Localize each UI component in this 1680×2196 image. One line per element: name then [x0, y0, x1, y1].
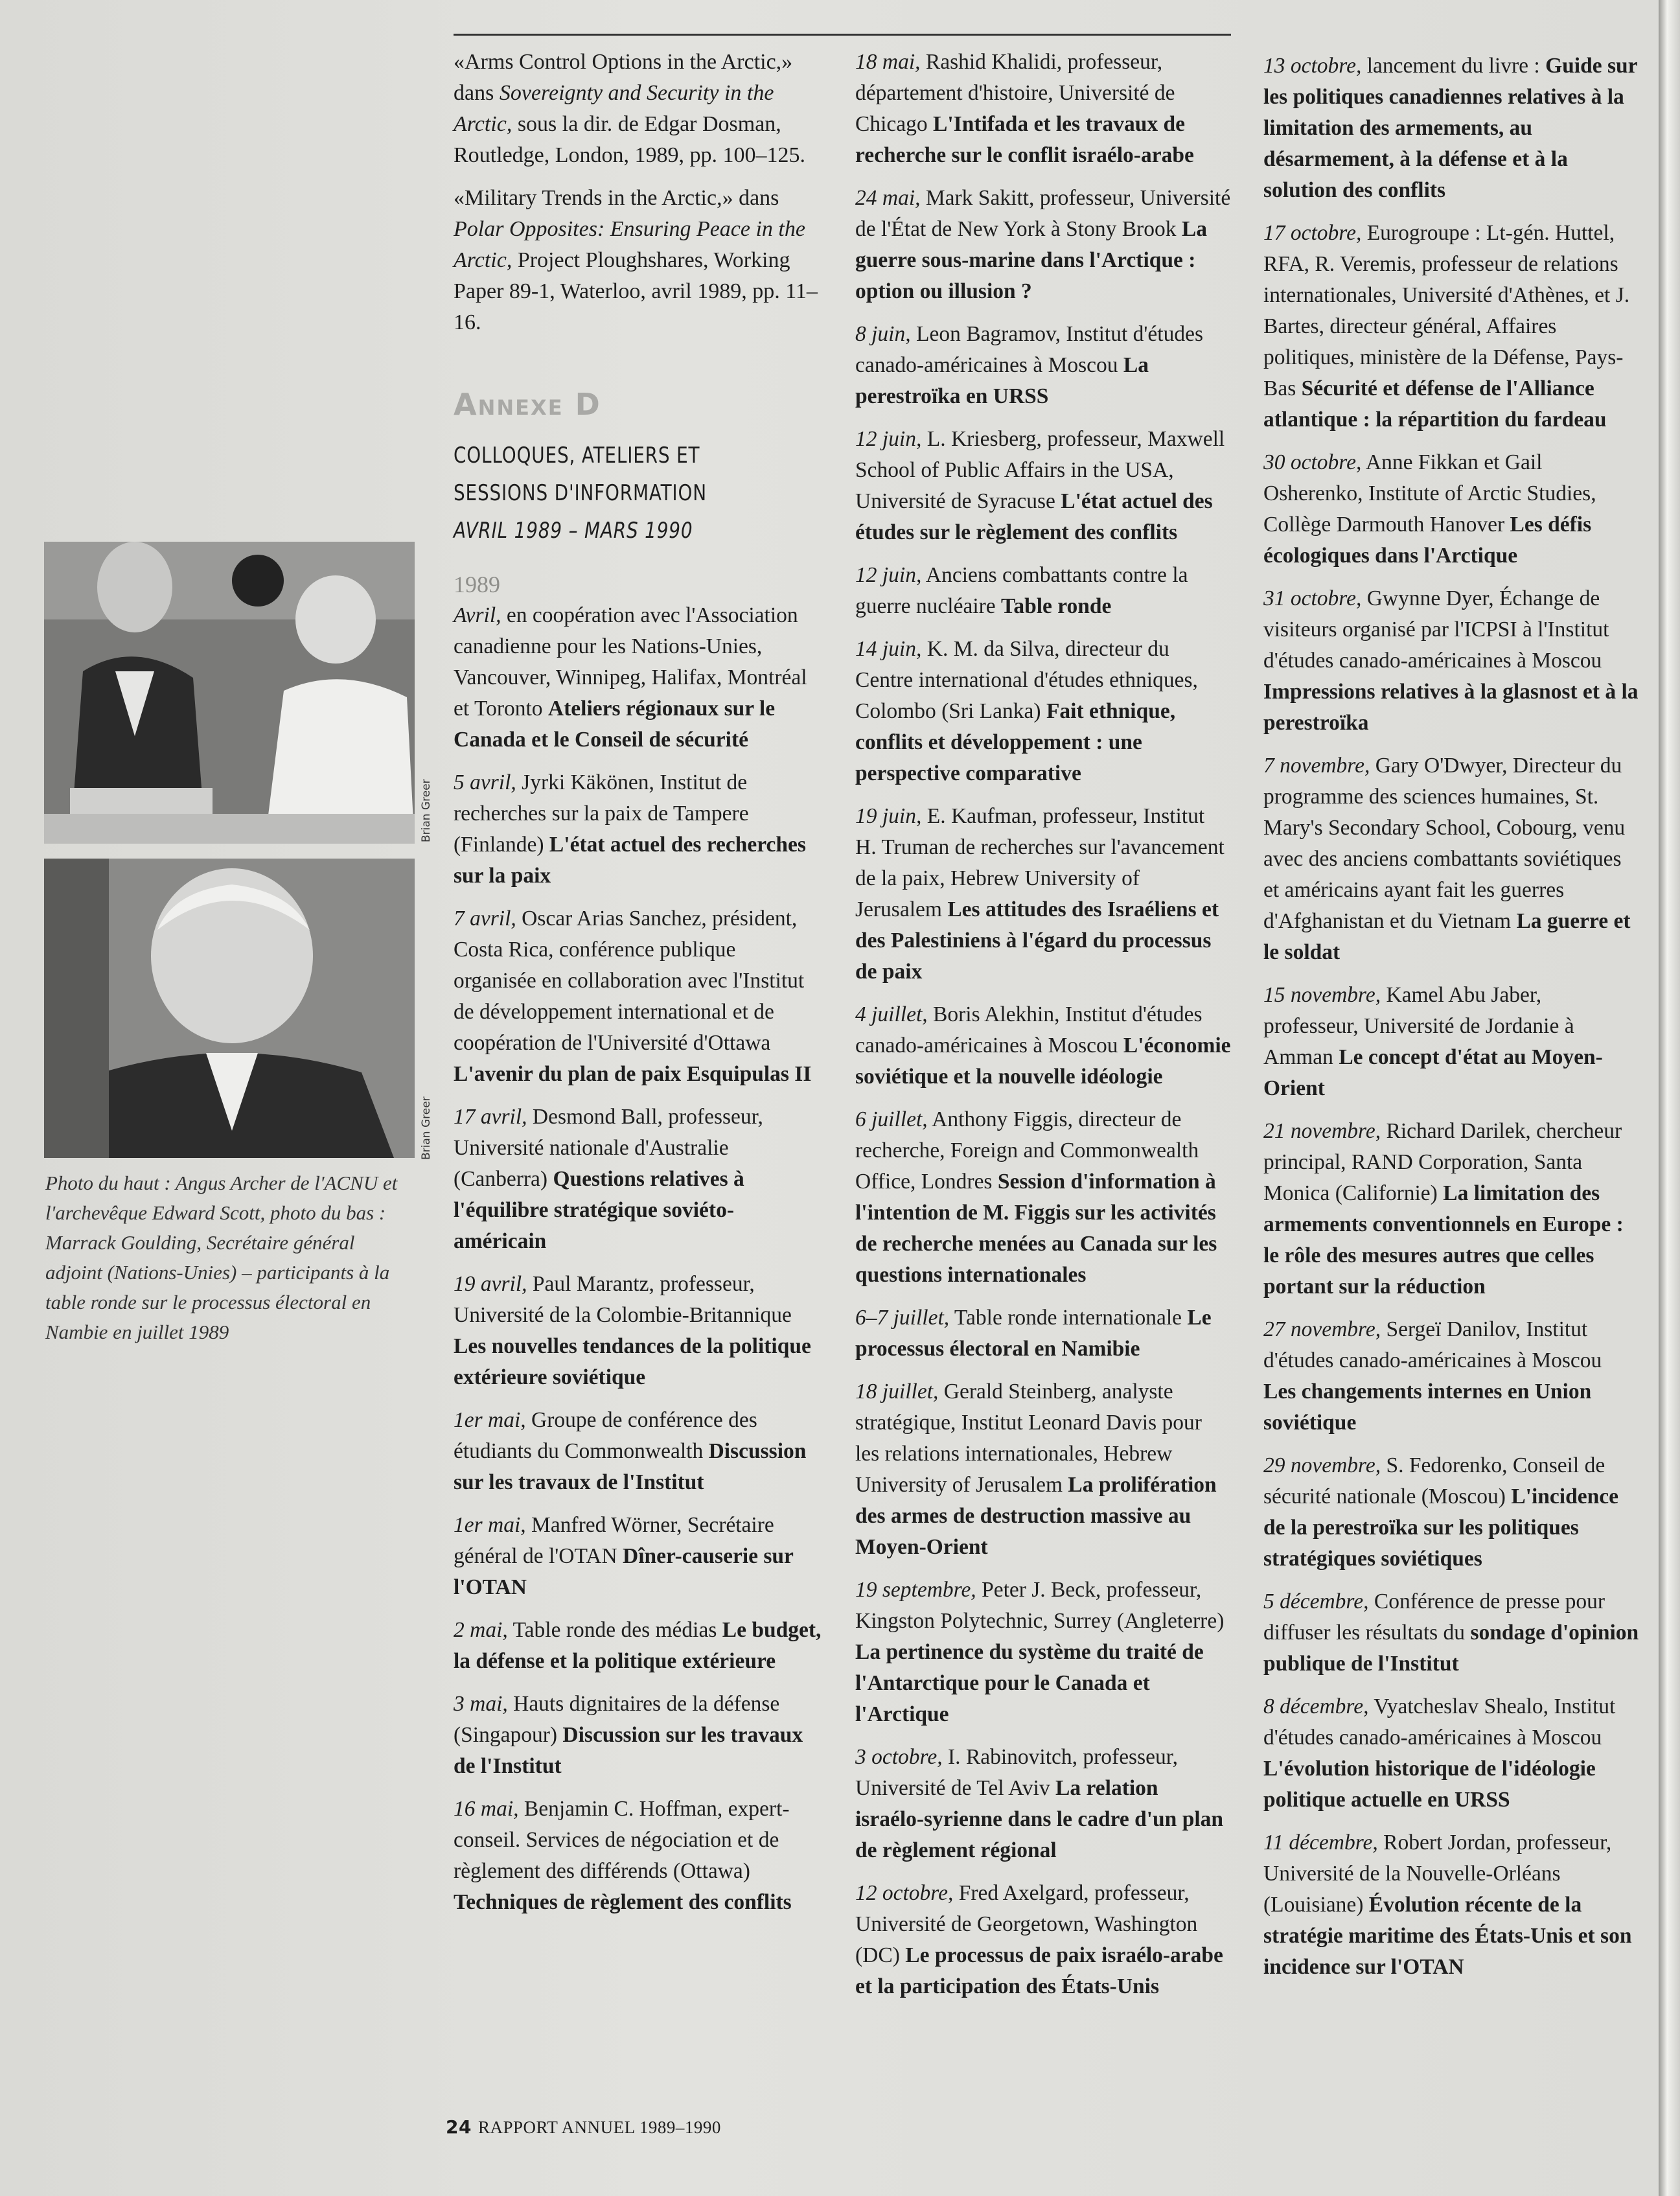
- event-date: 27 novembre,: [1263, 1317, 1381, 1341]
- event-title: La limitation des armements conventionnels en Europe : le rôle des mesures autres que celles portant sur la réduction: [1263, 1181, 1624, 1299]
- bottom-photo: [44, 859, 415, 1158]
- event-description: Oscar Arias Sanchez, président, Costa Rica, conférence publique organisée en collaboration avec l'Institut de développement international et de coopération de l'Université d'Ottawa: [454, 907, 805, 1055]
- event-title: Les nouvelles tendances de la politique extérieure soviétique: [454, 1334, 811, 1389]
- annexe-title: Annexe D: [454, 387, 601, 422]
- event-date: 13 octobre,: [1263, 54, 1362, 78]
- event-description: Kamel Abu Jaber, professeur, Université de Jordanie à Amman: [1263, 983, 1574, 1069]
- event-date: 6 juillet,: [855, 1107, 928, 1131]
- event-date: 18 mai,: [855, 50, 921, 74]
- event-title: sondage d'opinion publique de l'Institut: [1263, 1621, 1639, 1676]
- top-photo-image: [44, 542, 415, 844]
- event-description: Gerald Steinberg, analyste stratégique, Institut Leonard Davis pour les relations internationales, Hebrew University of Jerusalem: [855, 1380, 1202, 1497]
- event-title: La prolifération des armes de destruction massive au Moyen-Orient: [855, 1473, 1217, 1559]
- event-date: Avril,: [454, 603, 501, 627]
- event-entry: [1263, 1450, 1639, 1575]
- biblio-entry: «Arms Control Options in the Arctic,» dans Sovereignty and Security in the Arctic, sous la dir. de Edgar Dosman, Routledge, London, 1989, pp. 100–125.: [454, 50, 806, 167]
- event-description: Fred Axelgard, professeur, Université de Georgetown, Washington (DC): [855, 1881, 1198, 1967]
- event-date: 3 mai,: [454, 1692, 508, 1716]
- event-description: Groupe de conférence des étudiants du Commonwealth: [454, 1408, 757, 1463]
- event-entry: [454, 1510, 823, 1603]
- event-entry: [454, 1405, 823, 1498]
- event-date: 16 mai,: [454, 1797, 519, 1821]
- event-date: 15 novembre,: [1263, 983, 1381, 1007]
- event-title: L'incidence de la perestroïka sur les politiques stratégiques soviétiques: [1263, 1485, 1618, 1571]
- event-description: Anthony Figgis, directeur de recherche, Foreign and Commonwealth Office, Londres: [855, 1107, 1199, 1194]
- event-entry: [454, 903, 823, 1090]
- event-entry: [1263, 51, 1639, 206]
- event-entry: [454, 1269, 823, 1393]
- event-date: 6–7 juillet,: [855, 1306, 950, 1330]
- event-description: S. Fedorenko, Conseil de sécurité nationale (Moscou): [1263, 1453, 1605, 1508]
- event-entry: [855, 1575, 1231, 1730]
- event-date: 12 octobre,: [855, 1881, 954, 1905]
- event-title: Session d'information à l'intention de M. Figgis sur les activités de recherche menées au Canada sur les questions internationales: [855, 1170, 1217, 1287]
- event-title: La pertinence du système du traité de l'Antarctique pour le Canada et l'Arctique: [855, 1640, 1204, 1726]
- event-entry: [855, 424, 1231, 548]
- event-entry: [855, 999, 1231, 1092]
- event-title: L'état actuel des études sur le règlement des conflits: [855, 489, 1213, 544]
- event-title: Le processus de paix israélo-arabe et la participation des États-Unis: [855, 1943, 1223, 1998]
- event-date: 3 octobre,: [855, 1745, 943, 1769]
- event-description: Vyatcheslav Shealo, Institut d'études canado-américaines à Moscou: [1263, 1694, 1616, 1750]
- event-title: Évolution récente de la stratégie maritime des États-Unis et son incidence sur l'OTAN: [1263, 1893, 1632, 1979]
- biblio-entry: «Military Trends in the Arctic,» dans Polar Opposites: Ensuring Peace in the Arctic, Project Ploughshares, Working Paper 89-1, Waterloo, avril 1989, pp. 11–16.: [454, 186, 818, 334]
- event-date: 29 novembre,: [1263, 1453, 1381, 1477]
- event-date: 12 juin,: [855, 563, 922, 587]
- event-title: La guerre sous-marine dans l'Arctique : option ou illusion ?: [855, 217, 1207, 303]
- event-title: L'évolution historique de l'idéologie politique actuelle en URSS: [1263, 1757, 1596, 1812]
- event-date: 21 novembre,: [1263, 1119, 1381, 1143]
- event-date: 8 décembre,: [1263, 1694, 1369, 1718]
- event-entry: [855, 801, 1231, 988]
- event-title: La relation israélo-syrienne dans le cadre d'un plan de règlement régional: [855, 1776, 1224, 1862]
- event-entry: [1263, 1827, 1639, 1983]
- event-title: Ateliers régionaux sur le Canada et le Conseil de sécurité: [454, 697, 776, 752]
- event-entry: [1263, 980, 1639, 1104]
- event-title: Dîner-causerie sur l'OTAN: [454, 1544, 794, 1599]
- annexe-period: AVRIL 1989 – MARS 1990: [454, 518, 693, 544]
- page-edge: [1659, 0, 1680, 2196]
- event-title: La perestroïka en URSS: [855, 353, 1149, 408]
- event-description: K. M. da Silva, directeur du Centre international d'études ethniques, Colombo (Sri Lanka): [855, 637, 1198, 723]
- event-title: Le budget, la défense et la politique extérieure: [454, 1618, 822, 1673]
- event-title: Les attitudes des Israéliens et des Palestiniens à l'égard du processus de paix: [855, 897, 1219, 984]
- event-entry: [855, 47, 1231, 171]
- event-description: Gary O'Dwyer, Directeur du programme des sciences humaines, St. Mary's Secondary School, Cobourg, venu avec des anciens combattants soviétiques et américains ayant fait les guerres d'Afghanistan et du Vietnam: [1263, 754, 1626, 933]
- page-footer: [446, 2116, 721, 2138]
- event-date: 19 juin,: [855, 804, 922, 828]
- top-photo: [44, 542, 415, 844]
- event-title: L'avenir du plan de paix Esquipulas II: [454, 1062, 812, 1086]
- event-date: 17 avril,: [454, 1105, 527, 1129]
- event-date: 12 juin,: [855, 427, 922, 451]
- event-date: 11 décembre,: [1263, 1831, 1378, 1855]
- event-description: Rashid Khalidi, professeur, département d'histoire, Université de Chicago: [855, 50, 1175, 136]
- top-rule: [454, 34, 1231, 36]
- column-4: [1263, 51, 1639, 1994]
- event-entry: [1263, 1586, 1639, 1680]
- event-description: Richard Darilek, chercheur principal, RAND Corporation, Santa Monica (Californie): [1263, 1119, 1622, 1205]
- event-title: Le concept d'état au Moyen-Orient: [1263, 1045, 1603, 1100]
- event-entry: [454, 1689, 823, 1782]
- column-2-entries: [454, 600, 823, 1918]
- event-date: 7 avril,: [454, 907, 516, 930]
- event-description: Manfred Wörner, Secrétaire général de l'OTAN: [454, 1513, 774, 1568]
- event-title: La guerre et le soldat: [1263, 909, 1631, 964]
- photo-caption: Photo du haut : Angus Archer de l'ACNU et l'archevêque Edward Scott, photo du bas : Marrack Goulding, Secrétaire général adjoint (Nations-Unies) – participants à la table ronde sur le processus électoral en Nambie en juillet 1989: [45, 1172, 398, 1343]
- event-date: 5 avril,: [454, 770, 516, 794]
- event-title: Techniques de règlement des conflits: [454, 1890, 792, 1914]
- event-title: Guide sur les politiques canadiennes relatives à la limitation des armements, au désarmement, à la défense et à la solution des conflits: [1263, 54, 1637, 202]
- page-number: 24: [446, 2116, 472, 2138]
- column-2: [454, 47, 823, 1930]
- event-description: Sergeï Danilov, Institut d'études canado-américaines à Moscou: [1263, 1317, 1602, 1372]
- event-date: 5 décembre,: [1263, 1589, 1369, 1613]
- event-title: L'économie soviétique et la nouvelle idéologie: [855, 1034, 1231, 1089]
- event-entry: [454, 767, 823, 892]
- event-title: Discussion sur les travaux de l'Institut: [454, 1723, 803, 1778]
- event-description: Hauts dignitaires de la défense (Singapour): [454, 1692, 780, 1747]
- event-date: 1er mai,: [454, 1408, 526, 1432]
- annexe-subtitle-line1: COLLOQUES, ATELIERS ET: [454, 443, 700, 468]
- event-entry: [855, 183, 1231, 307]
- event-title: Questions relatives à l'équilibre stratégique soviéto-américain: [454, 1167, 744, 1253]
- event-title: Fait ethnique, conflits et développement : une perspective comparative: [855, 699, 1176, 785]
- footer-text: RAPPORT ANNUEL 1989–1990: [478, 2118, 721, 2137]
- event-description: Benjamin C. Hoffman, expert-conseil. Services de négociation et de règlement des différends (Ottawa): [454, 1797, 790, 1883]
- event-entry: [855, 634, 1231, 789]
- event-date: 17 octobre,: [1263, 221, 1362, 245]
- event-description: E. Kaufman, professeur, Institut H. Truman de recherches sur l'avancement de la paix, Hebrew University of Jerusalem: [855, 804, 1225, 921]
- event-description: L. Kriesberg, professeur, Maxwell School of Public Affairs in the USA, Université de Syracuse: [855, 427, 1225, 513]
- event-entry: [1263, 1116, 1639, 1302]
- event-title: Sécurité et défense de l'Alliance atlantique : la répartition du fardeau: [1263, 376, 1607, 432]
- event-description: Table ronde des médias: [507, 1618, 722, 1642]
- event-description: Boris Alekhin, Institut d'études canado-américaines à Moscou: [855, 1002, 1202, 1058]
- event-description: Leon Bagramov, Institut d'études canado-américaines à Moscou: [855, 322, 1203, 377]
- event-description: Conférence de presse pour diffuser les résultats du: [1263, 1589, 1605, 1645]
- event-entry: [855, 319, 1231, 412]
- event-title: Discussion sur les travaux de l'Institut: [454, 1439, 807, 1494]
- event-entry: [1263, 218, 1639, 435]
- event-date: 31 octobre,: [1263, 586, 1362, 610]
- event-entry: [454, 1615, 823, 1677]
- event-entry: [454, 600, 823, 756]
- event-description: I. Rabinovitch, professeur, Université de Tel Aviv: [855, 1745, 1178, 1800]
- event-description: Anne Fikkan et Gail Osherenko, Institute of Arctic Studies, Collège Darmouth Hanover: [1263, 450, 1596, 537]
- event-title: Les changements internes en Union soviétique: [1263, 1380, 1592, 1435]
- event-entry: [1263, 447, 1639, 572]
- event-description: Desmond Ball, professeur, Université nationale d'Australie (Canberra): [454, 1105, 763, 1191]
- event-description: Mark Sakitt, professeur, Université de l'État de New York à Stony Brook: [855, 186, 1231, 241]
- column-3: [855, 47, 1231, 2014]
- event-entry: [855, 1878, 1231, 2002]
- event-title: L'état actuel des recherches sur la paix: [454, 833, 806, 888]
- event-description: Paul Marantz, professeur, Université de la Colombie-Britannique: [454, 1272, 792, 1327]
- event-entry: [1263, 750, 1639, 968]
- event-entry: [855, 1302, 1231, 1365]
- event-entry: [1263, 1314, 1639, 1439]
- event-date: 7 novembre,: [1263, 754, 1370, 778]
- event-date: 19 avril,: [454, 1272, 527, 1296]
- event-description: en coopération avec l'Association canadienne pour les Nations-Unies, Vancouver, Winnipeg, Halifax, Montréal et Toronto: [454, 603, 807, 721]
- event-entry: [855, 1104, 1231, 1291]
- year-heading: 1989: [454, 572, 500, 597]
- event-date: 24 mai,: [855, 186, 921, 210]
- event-description: lancement du livre :: [1361, 54, 1546, 78]
- event-date: 2 mai,: [454, 1618, 508, 1642]
- bibliography: [454, 47, 823, 338]
- event-date: 1er mai,: [454, 1513, 526, 1537]
- event-entry: [454, 1794, 823, 1918]
- event-entry: [454, 1102, 823, 1257]
- event-date: 19 septembre,: [855, 1578, 976, 1602]
- annexe-subtitle-line2: SESSIONS D'INFORMATION: [454, 480, 707, 506]
- event-title: Le processus électoral en Namibie: [855, 1306, 1212, 1361]
- event-date: 30 octobre,: [1263, 450, 1362, 474]
- event-entry: [855, 1376, 1231, 1563]
- event-entry: [1263, 583, 1639, 739]
- event-title: Impressions relatives à la glasnost et à la perestroïka: [1263, 680, 1639, 735]
- event-description: Peter J. Beck, professeur, Kingston Polytechnic, Surrey (Angleterre): [855, 1578, 1225, 1633]
- event-entry: [855, 560, 1231, 622]
- event-title: Table ronde: [1001, 594, 1112, 618]
- event-description: Robert Jordan, professeur, Université de la Nouvelle-Orléans (Louisiane): [1263, 1831, 1612, 1917]
- event-description: Anciens combattants contre la guerre nucléaire: [855, 563, 1188, 618]
- event-title: L'Intifada et les travaux de recherche sur le conflit israélo-arabe: [855, 112, 1194, 167]
- event-entry: [855, 1742, 1231, 1866]
- bottom-photo-credit: Brian Greer: [420, 1096, 433, 1160]
- event-description: Jyrki Käkönen, Institut de recherches sur la paix de Tampere (Finlande): [454, 770, 749, 857]
- top-photo-credit: Brian Greer: [420, 779, 433, 842]
- event-description: Eurogroupe : Lt-gén. Huttel, RFA, R. Veremis, professeur de relations internationales, Université d'Athènes, et J. Bartes, directeur général, Affaires politiques, ministère de la Défense, Pays-Bas: [1263, 221, 1630, 400]
- event-description: Gwynne Dyer, Échange de visiteurs organisé par l'ICPSI à l'Institut d'études canado-américaines à Moscou: [1263, 586, 1609, 673]
- bottom-photo-image: [44, 859, 415, 1158]
- event-date: 8 juin,: [855, 322, 911, 346]
- event-date: 14 juin,: [855, 637, 922, 661]
- event-title: Les défis écologiques dans l'Arctique: [1263, 513, 1592, 568]
- event-description: Table ronde internationale: [949, 1306, 1188, 1330]
- event-date: 4 juillet,: [855, 1002, 928, 1026]
- event-entry: [1263, 1691, 1639, 1816]
- event-date: 18 juillet,: [855, 1380, 939, 1404]
